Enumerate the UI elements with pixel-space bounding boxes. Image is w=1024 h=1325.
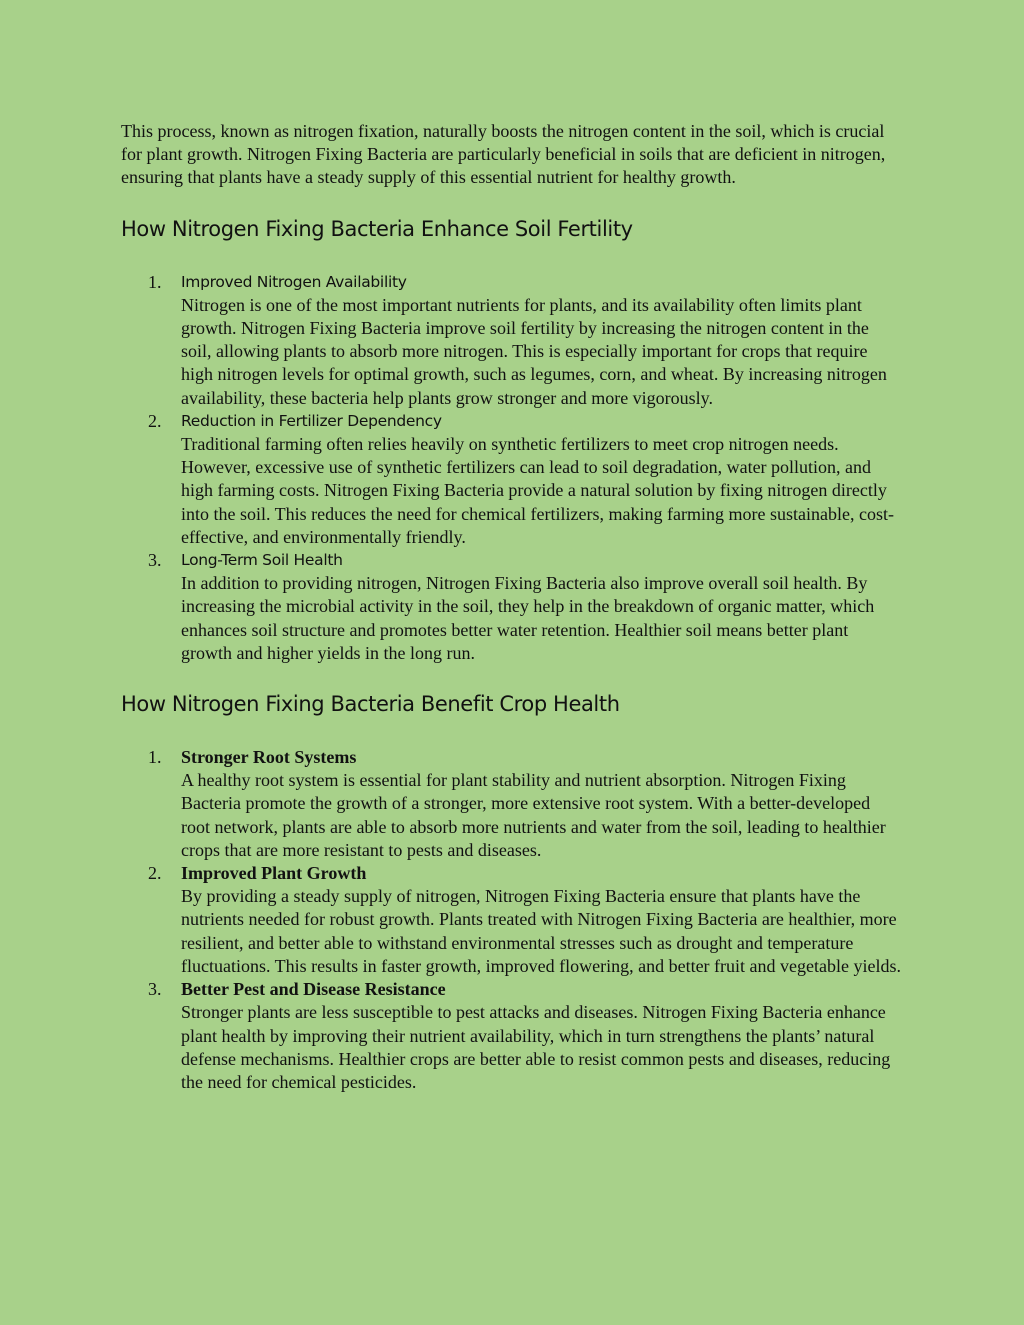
list-item-body: Nitrogen is one of the most important nutrients for plants, and its availability often limits plant growth. Nitrogen Fixing Bacteria improve soil fertility by increasing the nitrogen content in the soil, allowing plants to absorb more nitrogen. This is especially important for crops that require high nitrogen levels for optimal growth, such as legumes, corn, and wheat. By increasing nitrogen availability, these bacteria help plants grow stronger and more vigorously. [181, 294, 887, 408]
list-number: 3. [148, 979, 162, 1000]
list-item-body: A healthy root system is essential for plant stability and nutrient absorption. Nitrogen Fixing Bacteria promote the growth of a stronger, more extensive root system. With a better-developed root network, plants are able to absorb more nutrients and water from the soil, leading to healthier crops that are more resistant to pests and diseases. [181, 770, 886, 860]
list-item-title: Long-Term Soil Health [181, 551, 343, 570]
list-item [121, 862, 901, 978]
list-number: 1. [148, 271, 162, 292]
list-item-body: In addition to providing nitrogen, Nitrogen Fixing Bacteria also improve overall soil health. By increasing the microbial activity in the soil, they help in the breakdown of organic matter, which enhances soil structure and promotes better water retention. Healthier soil means better plant growth and higher yields in the long run. [181, 573, 875, 663]
list-item-title: Better Pest and Disease Resistance [181, 979, 446, 1000]
list-item-title: Stronger Root Systems [181, 747, 357, 768]
section-heading-crop-health: How Nitrogen Fixing Bacteria Benefit Crop Health [121, 692, 620, 717]
list-number: 2. [148, 410, 162, 431]
list-item-body: Traditional farming often relies heavily on synthetic fertilizers to meet crop nitrogen needs. However, excessive use of synthetic fertilizers can lead to soil degradation, water pollution, and high farming costs. Nitrogen Fixing Bacteria provide a natural solution by fixing nitrogen directly into the soil. This reduces the need for chemical fertilizers, making farming more sustainable, cost-effective, and environmentally friendly. [181, 434, 894, 547]
list-number: 2. [148, 863, 162, 884]
document-content [121, 120, 901, 1094]
soil-fertility-list [121, 271, 901, 665]
list-number: 3. [148, 550, 162, 571]
list-item-title: Reduction in Fertilizer Dependency [181, 411, 442, 430]
list-item [121, 271, 901, 410]
list-item [121, 549, 901, 665]
list-item-body: Stronger plants are less susceptible to pest attacks and diseases. Nitrogen Fixing Bacteria enhance plant health by improving their nutrient availability, which in turn strengthens the plants’ natural defense mechanisms. Healthier crops are better able to resist common pests and diseases, reducing the need for chemical pesticides. [181, 1002, 891, 1092]
list-item [121, 746, 901, 862]
list-number: 1. [148, 747, 162, 768]
list-item [121, 410, 901, 549]
section-heading-soil-fertility: How Nitrogen Fixing Bacteria Enhance Soil Fertility [121, 216, 633, 241]
list-item-title: Improved Nitrogen Availability [181, 272, 407, 291]
list-item [121, 978, 901, 1094]
intro-paragraph: This process, known as nitrogen fixation, naturally boosts the nitrogen content in the soil, which is crucial for plant growth. Nitrogen Fixing Bacteria are particularly beneficial in soils that are deficient in nitrogen, ensuring that plants have a steady supply of this essential nutrient for healthy growth. [121, 121, 886, 188]
list-item-title: Improved Plant Growth [181, 863, 367, 884]
list-item-body: By providing a steady supply of nitrogen, Nitrogen Fixing Bacteria ensure that plants have the nutrients needed for robust growth. Plants treated with Nitrogen Fixing Bacteria are healthier, more resilient, and better able to withstand environmental stresses such as drought and temperature fluctuations. This results in faster growth, improved flowering, and better fruit and vegetable yields. [181, 886, 901, 976]
crop-health-list [121, 746, 901, 1094]
